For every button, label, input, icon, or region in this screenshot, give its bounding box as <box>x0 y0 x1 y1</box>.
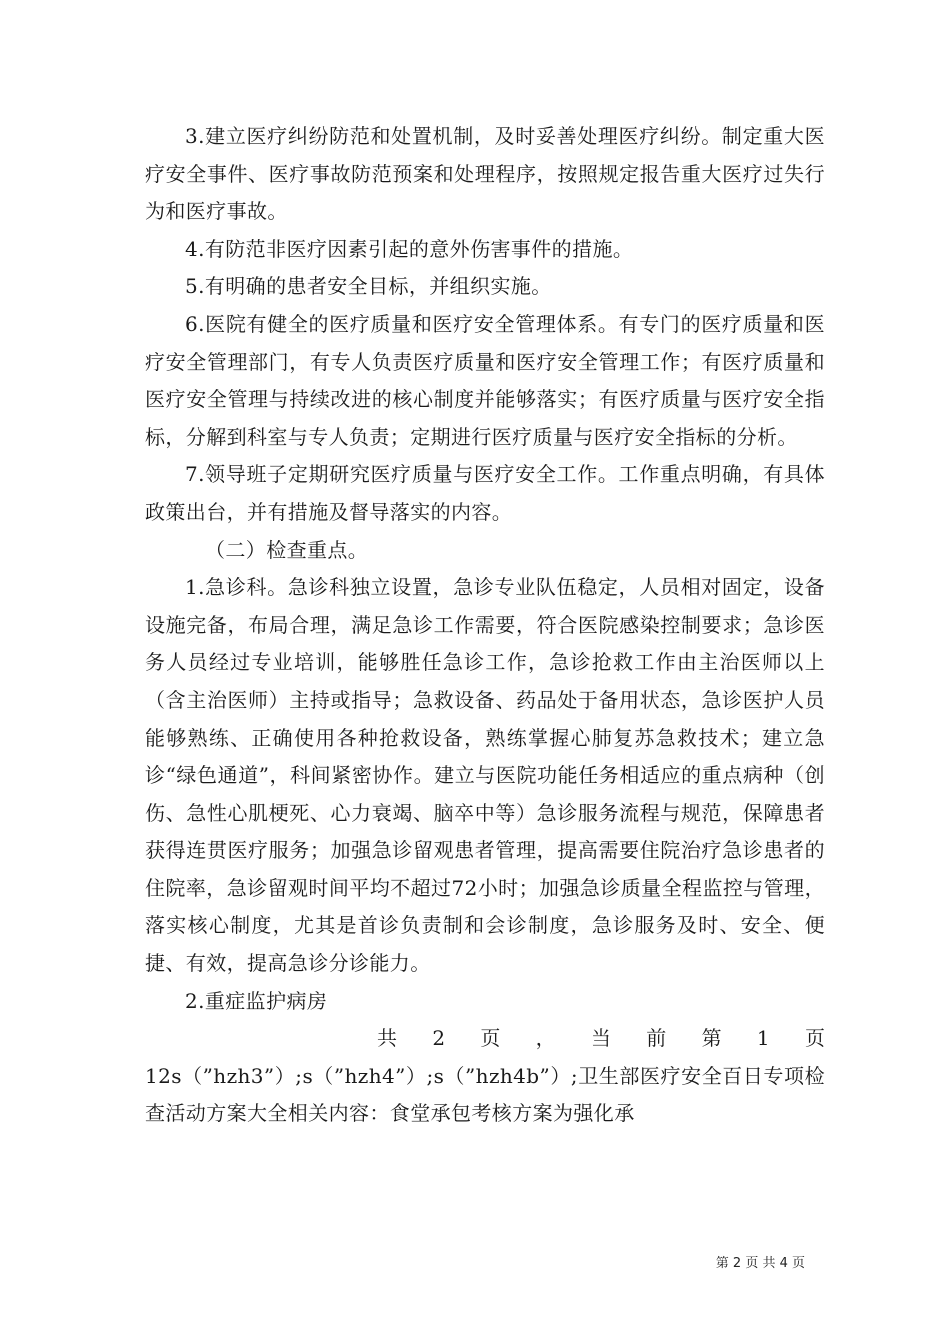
paragraph-icu: 2.重症监护病房 <box>185 988 328 1013</box>
page-counter-line <box>145 1020 825 1058</box>
page-counter-token: 页 <box>804 1026 825 1051</box>
page-counter-token: ， <box>535 1026 556 1051</box>
page-counter-token: 共 <box>377 1026 397 1051</box>
page-counter-token: 当 <box>590 1026 611 1051</box>
paragraph-5: 5.有明确的患者安全目标，并组织实施。 <box>185 274 552 299</box>
page-counter-token: 页 <box>480 1026 501 1051</box>
paragraph-emergency-dept: 1.急诊科。急诊科独立设置，急诊专业队伍稳定，人员相对固定，设备设施完备，布局合理，满足急诊工作需要，符合医院感染控制要求；急诊医务人员经过专业培训，能够胜任急诊工作，急诊抢救工作由主治医师以上（含主治医师）主持或指导；急救设备、药品处于备用状态，急诊医护人员能够熟练、正确使用各种抢救设备，熟练掌握心肺复苏急救技术；建立急诊“绿色通道”，科间紧密协作。建立与医院功能任务相适应的重点病种（创伤、急性心肌梗死、心力衰竭、脑卒中等）急诊服务流程与规范，保障患者获得连贯医疗服务；加强急诊留观患者管理，提高需要住院治疗急诊患者的住院率，急诊留观时间平均不超过72小时；加强急诊质量全程监控与管理，落实核心制度，尤其是首诊负责制和会诊制度，急诊服务及时、安全、便捷、有效，提高急诊分诊能力。 <box>145 575 825 976</box>
page-number-footer: 第 2 页 共 4 页 <box>715 1256 805 1271</box>
page-counter-token: 第 <box>701 1026 722 1051</box>
paragraph-4: 4.有防范非医疗因素引起的意外伤害事件的措施。 <box>185 236 634 261</box>
page-counter-token: 1 <box>756 1026 770 1051</box>
document-body <box>145 118 825 1133</box>
page-counter-token: 前 <box>646 1026 667 1051</box>
paragraph-3: 3.建立医疗纠纷防范和处置机制，及时妥善处理医疗纠纷。制定重大医疗安全事件、医疗事故防范预案和处理程序，按照规定报告重大医疗过失行为和医疗事故。 <box>145 124 825 224</box>
page-counter-token: 2 <box>432 1026 446 1051</box>
trailing-text: 12s（”hzh3”）;s（”hzh4”）;s（”hzh4b”）;卫生部医疗安全百日专项检查活动方案大全相关内容：食堂承包考核方案为强化承 <box>145 1063 825 1126</box>
paragraph-6: 6.医院有健全的医疗质量和医疗安全管理体系。有专门的医疗质量和医疗安全管理部门，有专人负责医疗质量和医疗安全管理工作；有医疗质量和医疗安全管理与持续改进的核心制度并能够落实；有医疗质量与医疗安全指标，分解到科室与专人负责；定期进行医疗质量与医疗安全指标的分析。 <box>145 311 825 449</box>
section-heading-check-focus: （二）检查重点。 <box>205 537 369 562</box>
paragraph-7: 7.领导班子定期研究医疗质量与医疗安全工作。工作重点明确，有具体政策出台，并有措施及督导落实的内容。 <box>145 462 825 524</box>
